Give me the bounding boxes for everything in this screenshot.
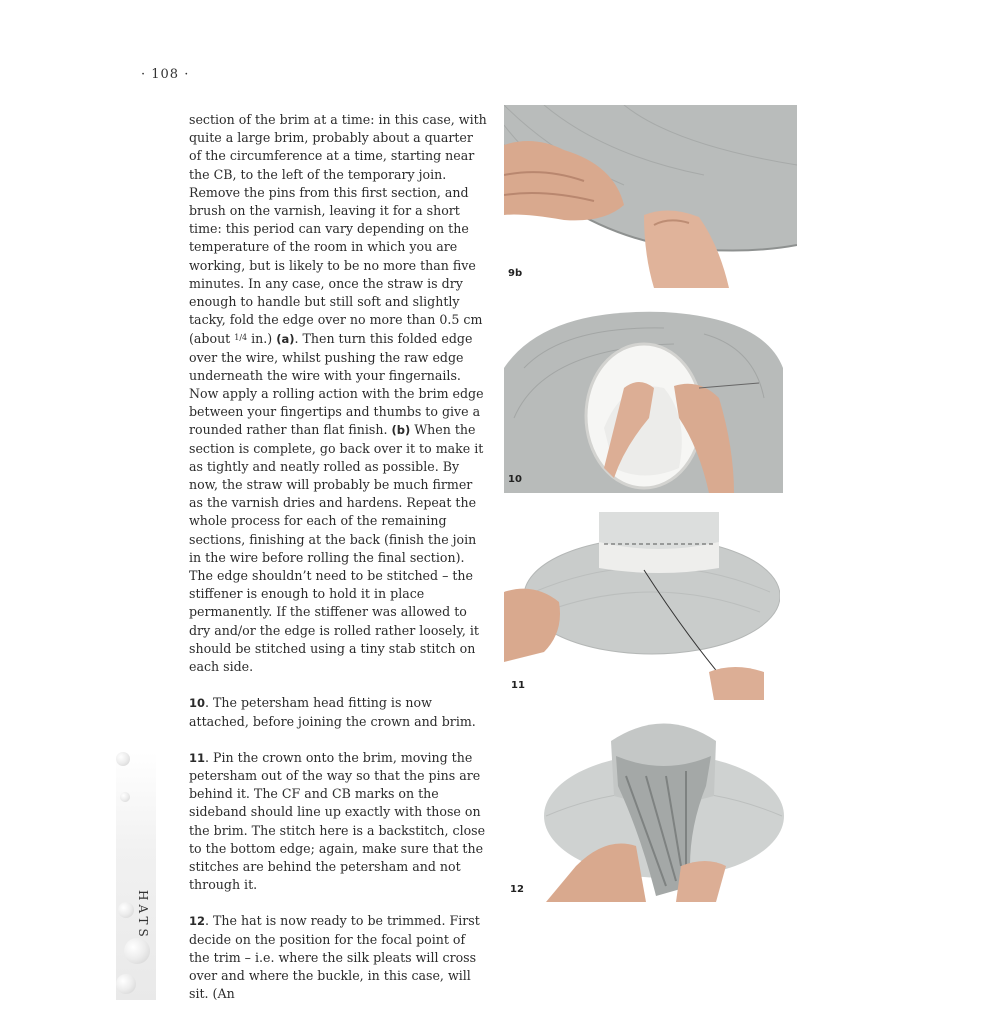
section-label: HATS	[136, 890, 150, 941]
photo-step-10	[504, 308, 783, 493]
step-number-10: 10	[189, 696, 206, 711]
step-number-12: 12	[189, 914, 206, 929]
photo-step-12	[506, 716, 796, 902]
photo-step-9b	[504, 105, 797, 288]
body-text-column	[189, 111, 489, 1021]
pearl-image	[118, 902, 134, 918]
paragraph-step-11: 11. Pin the crown onto the brim, moving the petersham out of the way so that the pins are behind it. The CF and CB marks on the sideband should line up exactly with those on the brim. The stitch here is a backstitch, close to the bottom edge; again, make sure that the stitches are behind the petersham and not through it.	[189, 749, 486, 893]
photo-step-11	[504, 512, 780, 700]
pearl-image	[116, 974, 136, 994]
page-number: · 108 ·	[141, 67, 190, 82]
paragraph-step-12: 12. The hat is now ready to be trimmed. First decide on the position for the focal point of the trim – i.e. where the silk pleats will cross over and where the buckle, in this case, will sit. (An	[189, 913, 480, 1002]
pearl-image	[120, 792, 130, 802]
step-label-a: (a)	[276, 332, 295, 347]
caption-11: 11	[511, 680, 525, 691]
pearl-image	[124, 938, 150, 964]
decorative-pearl-strip	[116, 752, 156, 1000]
fraction-quarter: 1/4	[234, 333, 248, 343]
caption-9b: 9b	[508, 268, 523, 279]
paragraph-step-10: 10. The petersham head fitting is now attached, before joining the crown and brim.	[189, 695, 476, 729]
paragraph-brim-rolling: section of the brim at a time: in this case, with quite a large brim, probably about a quarter of the circumference at a time, starting near the CB, to the left of the temporary join. Remove the pins from this first section, and brush on the varnish, leaving it for a short time: this period can vary depending on the temperature of the room in which you are working, but is likely to be no more than five minutes. In any case, once the straw is dry enough to handle but still soft and slightly tacky, fold the edge over no more than 0.5 cm (about $^{1/4}$ in.) (a). Then turn this folded edge over the wire, whilst pushing the raw edge underneath the wire with your fingernails. Now apply a rolling action with the brim edge between your fingertips and thumbs to give a rounded rather than flat finish. (b) When the section is complete, go back over it to make it as tightly and neatly rolled as possible. By now, the straw will probably be much firmer as the varnish dries and hardens. Repeat the whole process for each of the remaining sections, finishing at the back (finish the join in the wire before rolling the final section). The edge shouldn’t need to be stitched – the stiffener is enough to hold it in place permanently. If the stiffener was allowed to dry and/or the edge is rolled rather loosely, it should be stitched using a tiny stab stitch on each side.	[189, 112, 487, 675]
step-label-b: (b)	[391, 423, 411, 438]
caption-10: 10	[508, 474, 522, 485]
caption-12: 12	[510, 884, 524, 895]
pearl-image	[116, 752, 130, 766]
step-number-11: 11	[189, 750, 206, 765]
